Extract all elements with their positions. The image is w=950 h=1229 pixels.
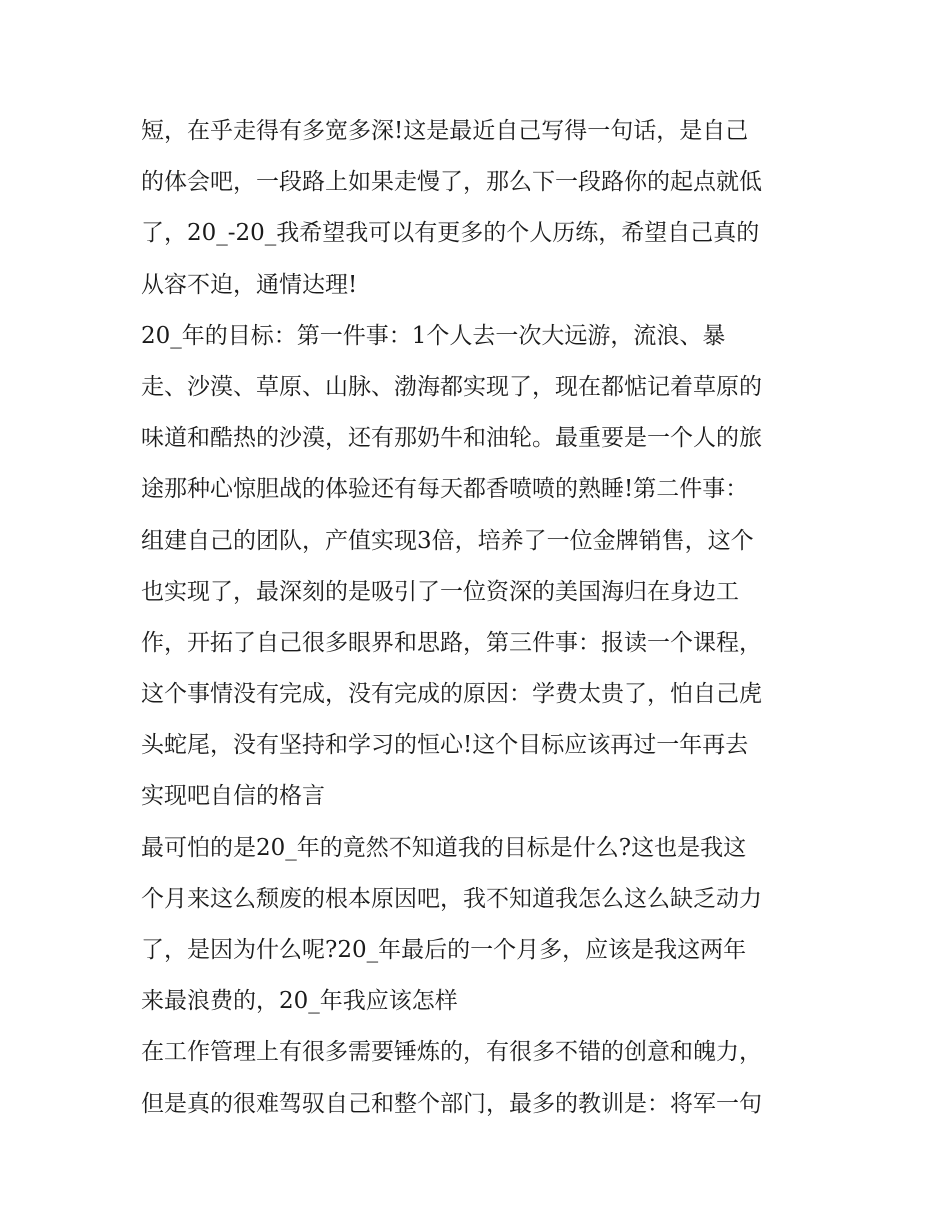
text-line: 作，开拓了自己很多眼界和思路，第三件事：报读一个课程， <box>141 629 762 656</box>
text-line: 了，是因为什么呢?20_年最后的一个月多，应该是我这两年 <box>141 937 747 963</box>
text-line: 了，20_-20_我希望我可以有更多的个人历练，希望自己真的 <box>141 220 760 247</box>
text-line: 来最浪费的，20_年我应该怎样 <box>141 988 458 1015</box>
text-line: 20_年的目标：第一件事：1个人去一次大远游，流浪、暴 <box>141 322 726 349</box>
text-line: 这个事情没有完成，没有完成的原因：学费太贵了，怕自己虎 <box>141 681 762 708</box>
document-body <box>141 106 821 1130</box>
text-line: 味道和酷热的沙漠，还有那奶牛和油轮。最重要是一个人的旅 <box>141 425 762 452</box>
text-line: 途那种心惊胆战的体验还有每天都香喷喷的熟睡!第二件事： <box>141 476 749 503</box>
text-line: 个月来这么颓废的根本原因吧，我不知道我怎么这么缺乏动力 <box>141 885 762 912</box>
text-line: 走、沙漠、草原、山脉、渤海都实现了，现在都惦记着草原的 <box>141 373 762 400</box>
text-line: 短，在乎走得有多宽多深!这是最近自己写得一句话，是自己 <box>141 118 749 144</box>
text-line: 头蛇尾，没有坚持和学习的恒心!这个目标应该再过一年再去 <box>141 732 749 759</box>
text-line: 也实现了，最深刻的是吸引了一位资深的美国海归在身边工 <box>141 578 739 605</box>
text-line: 实现吧自信的格言 <box>141 783 325 810</box>
text-line: 从容不迫，通情达理! <box>141 271 358 298</box>
text-line: 在工作管理上有很多需要锤炼的，有很多不错的创意和魄力， <box>141 1039 762 1066</box>
text-line: 组建自己的团队，产值实现3倍，培养了一位金牌销售，这个 <box>141 527 754 554</box>
text-line: 最可怕的是20_年的竟然不知道我的目标是什么?这也是我这 <box>141 834 747 861</box>
text-line: 但是真的很难驾驭自己和整个部门，最多的教训是：将军一句 <box>141 1090 762 1117</box>
text-line: 的体会吧，一段路上如果走慢了，那么下一段路你的起点就低 <box>141 169 762 196</box>
